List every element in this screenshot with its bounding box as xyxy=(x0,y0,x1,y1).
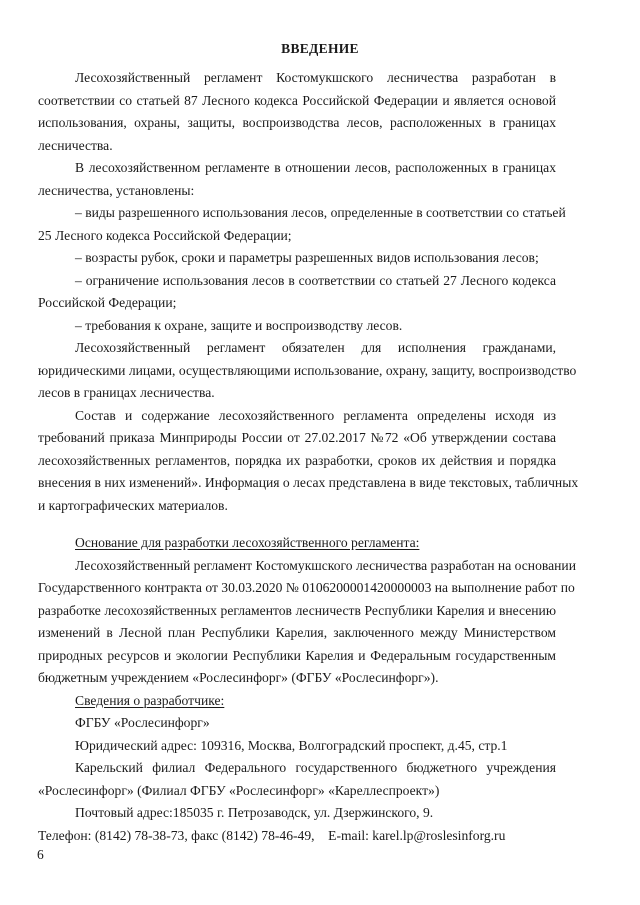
text-line: бюджетным учреждением «Рослесинфорг» (ФГБУ «Рослесинфорг»). xyxy=(38,670,439,685)
text-line: В лесохозяйственном регламенте в отношении лесов, расположенных в границах xyxy=(75,160,556,175)
text-line: Государственного контракта от 30.03.2020 № 0106200001420000003 на выполнение работ по xyxy=(38,580,575,595)
text-line: лесничества, установлены: xyxy=(38,182,195,198)
text-line: использования, охраны, защиты, воспроизводства лесов, расположенных в границах xyxy=(38,115,556,130)
text-line: изменений в Лесной план Республики Карелия, заключенного между Министерством xyxy=(38,625,556,640)
text-line: – требования к охране, защите и воспроизводству лесов. xyxy=(75,317,403,333)
text-line: – ограничение использования лесов в соответствии со статьей 27 Лесного кодекса xyxy=(75,272,556,288)
section-heading: Основание для разработки лесохозяйственного регламента: xyxy=(75,535,420,550)
text-line: разработке лесохозяйственных регламентов лесничеств Республики Карелия и внесению xyxy=(38,602,556,618)
text-line: лесничества. xyxy=(38,137,113,153)
text-line: Юридический адрес: 109316, Москва, Волгоградский проспект, д.45, стр.1 xyxy=(75,737,508,753)
contact-line: Телефон: (8142) 78-38-73, факс (8142) 78-46-49, E-mail: karel.lp@roslesinforg.ru xyxy=(38,827,506,843)
text-line: лесохозяйственных регламентов, порядка их разработки, сроков их действия и порядка xyxy=(38,452,556,468)
text-line: Лесохозяйственный регламент обязателен для исполнения гражданами, xyxy=(75,340,556,355)
text-line: – виды разрешенного использования лесов, определенные в соответствии со статьей xyxy=(75,205,566,220)
text-line: природных ресурсов и экологии Республики Карелия и Федеральным государственным xyxy=(38,647,556,663)
page-number: 6 xyxy=(37,847,44,862)
text-line: «Рослесинфорг» (Филиал ФГБУ «Рослесинфорг» «Кареллеспроект») xyxy=(38,782,440,798)
text-line: Лесохозяйственный регламент Костомукшского лесничества разработан в xyxy=(75,70,556,85)
text-line: Лесохозяйственный регламент Костомукшского лесничества разработан на основании xyxy=(75,557,576,573)
developer-section xyxy=(38,532,576,847)
page-title: ВВЕДЕНИЕ xyxy=(281,41,359,56)
section-heading: Сведения о разработчике: xyxy=(75,692,225,708)
text-line: Российской Федерации; xyxy=(38,295,177,310)
text-line: и картографических материалов. xyxy=(38,497,228,513)
text-line: Почтовый адрес:185035 г. Петрозаводск, ул. Дзержинского, 9. xyxy=(75,805,434,820)
text-line: внесения в них изменений». Информация о лесах представлена в виде текстовых, табличных xyxy=(38,475,579,490)
text-line: – возрасты рубок, сроки и параметры разрешенных видов использования лесов; xyxy=(75,250,539,265)
text-line: ФГБУ «Рослесинфорг» xyxy=(75,715,210,730)
text-line: 25 Лесного кодекса Российской Федерации; xyxy=(38,227,292,243)
text-line: лесов в границах лесничества. xyxy=(38,385,215,400)
text-line: юридическими лицами, осуществляющими использование, охрану, защиту, воспроизводство xyxy=(38,362,577,378)
intro-section xyxy=(38,67,579,517)
text-line: требований приказа Минприроды России от 27.02.2017 №72 «Об утверждении состава xyxy=(38,430,556,445)
text-line: Карельский филиал Федерального государственного бюджетного учреждения xyxy=(75,760,556,775)
text-line: соответствии со статьей 87 Лесного кодекса Российской Федерации и является основой xyxy=(38,92,556,108)
text-line: Состав и содержание лесохозяйственного регламента определены исходя из xyxy=(75,407,556,423)
